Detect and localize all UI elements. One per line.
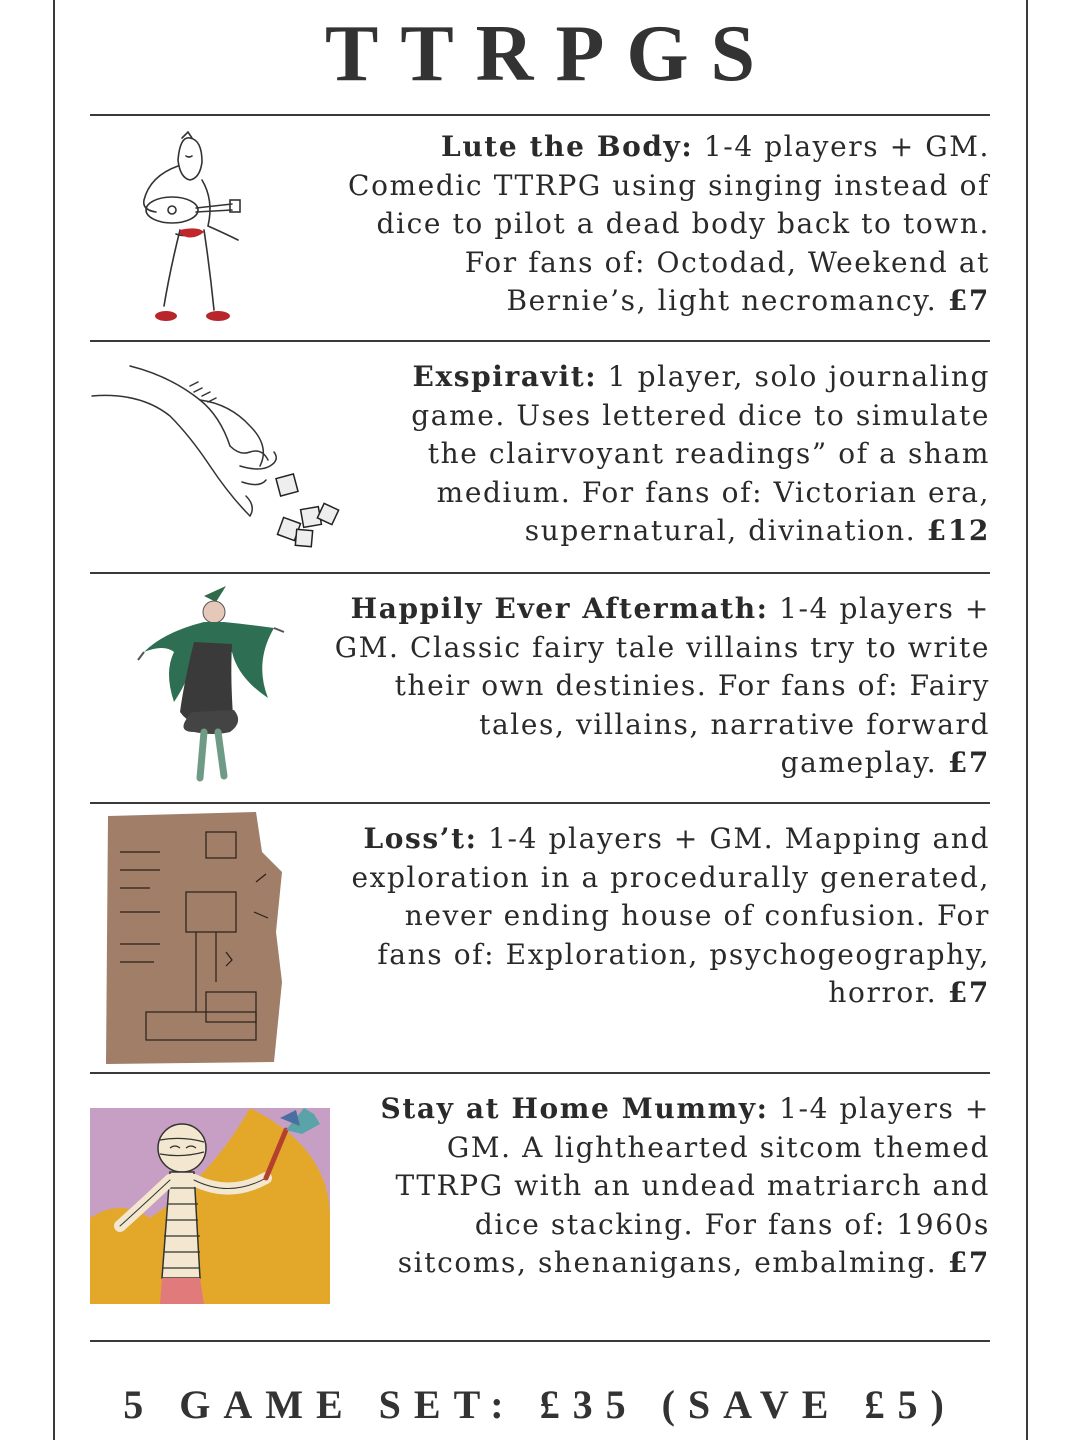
game-entry-stay-at-home-mummy — [90, 1074, 990, 1340]
game-name: Happily Ever Aftermath: — [350, 592, 769, 625]
frame-left-border — [53, 0, 55, 1440]
game-entry-exspiravit — [90, 342, 990, 572]
game-details: 1-4 players + GM. A lighthearted sitcom themed TTRPG with an undead matriarch and dice stacking. For fans of: 1960s sitcoms, shenanigans, embalming. — [395, 1092, 990, 1279]
game-entry-happily-ever-aftermath — [90, 574, 990, 802]
game-name: Exspiravit: — [412, 360, 598, 393]
game-price: £7 — [947, 1246, 990, 1279]
page-title: TTRPGS — [324, 10, 778, 98]
game-name: Loss’t: — [363, 822, 478, 855]
game-details: 1-4 players + GM. Comedic TTRPG using singing instead of dice to pilot a dead body back to town. For fans of: Octodad, Weekend at Bernie’s, light necromancy. — [348, 130, 990, 317]
frame-right-border — [1026, 0, 1028, 1440]
mummy-with-feather-duster-icon — [90, 1108, 330, 1304]
hand-rolling-dice-icon — [90, 356, 340, 556]
game-description — [330, 128, 990, 321]
hand-drawn-map-icon — [106, 812, 282, 1064]
game-description — [380, 358, 990, 551]
game-price: £7 — [947, 976, 990, 1009]
game-price: £12 — [926, 514, 990, 547]
game-description — [330, 820, 990, 1013]
game-entry-losst — [90, 804, 990, 1072]
divider — [90, 1340, 990, 1342]
game-name: Lute the Body: — [441, 130, 694, 163]
game-entry-lute-the-body — [90, 116, 990, 340]
witch-in-green-cloak-icon — [134, 582, 294, 792]
game-details: 1-4 players + GM. Mapping and exploration in a procedurally generated, never ending house of confusion. For fans of: Exploration, psychogeography, horror. — [351, 822, 990, 1009]
game-description — [330, 590, 990, 783]
game-price: £7 — [947, 284, 990, 317]
game-details: 1-4 players + GM. Classic fairy tale villains try to write their own destinies. For fans of: Fairy tales, villains, narrative forward gameplay. — [334, 592, 990, 779]
game-description — [350, 1090, 990, 1283]
bundle-offer: 5 GAME SET: £35 (SAVE £5) — [123, 1382, 957, 1427]
game-details: 1 player, solo journaling game. Uses lettered dice to simulate the clairvoyant readings” of a sham medium. For fans of: Victorian era, supernatural, divination. — [411, 360, 990, 547]
lute-player-icon — [130, 130, 290, 330]
game-name: Stay at Home Mummy: — [380, 1092, 769, 1125]
game-price: £7 — [947, 746, 990, 779]
